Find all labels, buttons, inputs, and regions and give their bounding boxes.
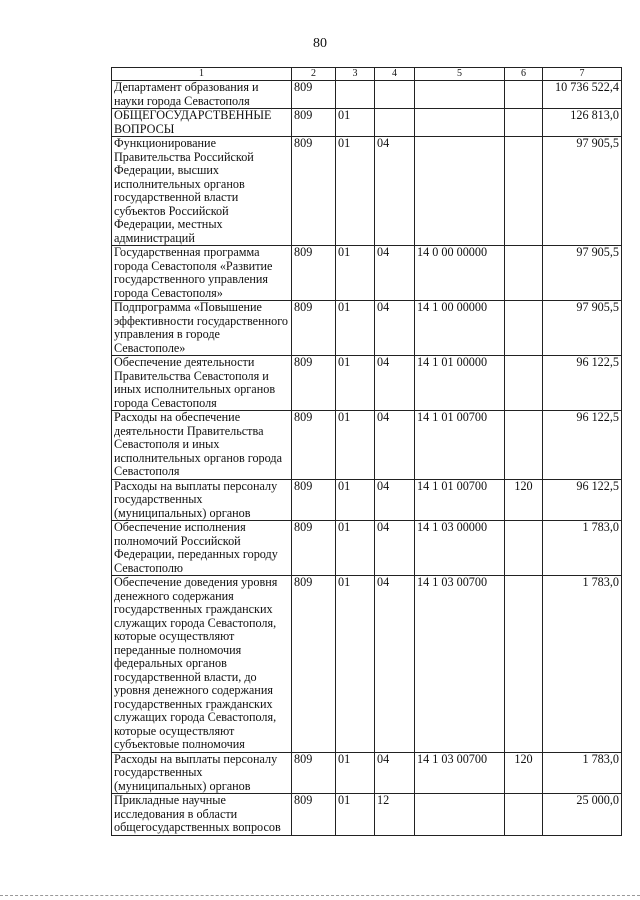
subsection-code-cell: 12: [375, 794, 415, 836]
row-name-cell: Прикладные научные исследования в области общегосударственных вопросов: [112, 794, 292, 836]
amount-cell: 126 813,0: [543, 109, 622, 137]
department-code-cell: 809: [292, 301, 336, 356]
subsection-code-cell: 04: [375, 479, 415, 521]
amount-cell: 97 905,5: [543, 301, 622, 356]
department-code-cell: 809: [292, 752, 336, 794]
row-name-cell: Обеспечение доведения уровня денежного содержания государственных гражданских служащих города Севастополя, которые осуществляют переданные полномочия федеральных органов государственной власти, до уровня денежного содержания государственных гражданских служащих города Севастополя, которые осуществляют субъектовые полномочия: [112, 576, 292, 753]
table-row: [112, 301, 622, 356]
section-code-cell: 01: [336, 109, 375, 137]
department-code-cell: 809: [292, 356, 336, 411]
expense-type-cell: [505, 137, 543, 246]
column-header: 3: [336, 68, 375, 81]
row-name-cell: Расходы на выплаты персоналу государственных (муниципальных) органов: [112, 752, 292, 794]
department-code-cell: 809: [292, 137, 336, 246]
subsection-code-cell: 04: [375, 752, 415, 794]
program-code-cell: [415, 81, 505, 109]
amount-cell: 97 905,5: [543, 246, 622, 301]
section-code-cell: 01: [336, 752, 375, 794]
amount-cell: 96 122,5: [543, 479, 622, 521]
page-edge-divider: [0, 895, 640, 896]
expense-type-cell: [505, 521, 543, 576]
program-code-cell: 14 1 00 00000: [415, 301, 505, 356]
program-code-cell: [415, 794, 505, 836]
expense-type-cell: [505, 356, 543, 411]
amount-cell: 10 736 522,4: [543, 81, 622, 109]
table-row: [112, 576, 622, 753]
table-body: [112, 81, 622, 836]
expense-type-cell: [505, 109, 543, 137]
page-number: 80: [313, 36, 327, 51]
subsection-code-cell: 04: [375, 521, 415, 576]
row-name-cell: Департамент образования и науки города Севастополя: [112, 81, 292, 109]
row-name-cell: Обеспечение деятельности Правительства Севастополя и иных исполнительных органов города Севастополя: [112, 356, 292, 411]
table-row: [112, 109, 622, 137]
expense-type-cell: [505, 794, 543, 836]
table-row: [112, 81, 622, 109]
subsection-code-cell: 04: [375, 246, 415, 301]
row-name-cell: Расходы на выплаты персоналу государственных (муниципальных) органов: [112, 479, 292, 521]
subsection-code-cell: [375, 109, 415, 137]
table-row: [112, 411, 622, 480]
department-code-cell: 809: [292, 521, 336, 576]
amount-cell: 25 000,0: [543, 794, 622, 836]
table-row: [112, 356, 622, 411]
column-header: 7: [543, 68, 622, 81]
department-code-cell: 809: [292, 794, 336, 836]
expense-type-cell: [505, 411, 543, 480]
program-code-cell: [415, 109, 505, 137]
department-code-cell: 809: [292, 411, 336, 480]
department-code-cell: 809: [292, 109, 336, 137]
amount-cell: 1 783,0: [543, 752, 622, 794]
column-header: 6: [505, 68, 543, 81]
program-code-cell: 14 1 01 00000: [415, 356, 505, 411]
row-name-cell: Расходы на обеспечение деятельности Правительства Севастополя и иных исполнительных органов города Севастополя: [112, 411, 292, 480]
table-row: [112, 794, 622, 836]
department-code-cell: 809: [292, 81, 336, 109]
column-header: 5: [415, 68, 505, 81]
section-code-cell: [336, 81, 375, 109]
expense-type-cell: 120: [505, 479, 543, 521]
table-row: [112, 752, 622, 794]
expense-type-cell: [505, 81, 543, 109]
table-row: [112, 246, 622, 301]
table-row: [112, 521, 622, 576]
row-name-cell: Государственная программа города Севастополя «Развитие государственного управления города Севастополя»: [112, 246, 292, 301]
table-row: [112, 137, 622, 246]
program-code-cell: [415, 137, 505, 246]
section-code-cell: 01: [336, 246, 375, 301]
expense-type-cell: [505, 576, 543, 753]
section-code-cell: 01: [336, 301, 375, 356]
row-name-cell: Функционирование Правительства Российской Федерации, высших исполнительных органов государственной власти субъектов Российской Федерации, местных администраций: [112, 137, 292, 246]
section-code-cell: 01: [336, 137, 375, 246]
program-code-cell: 14 1 03 00700: [415, 576, 505, 753]
table-row: [112, 479, 622, 521]
expense-type-cell: [505, 301, 543, 356]
section-code-cell: 01: [336, 356, 375, 411]
program-code-cell: 14 0 00 00000: [415, 246, 505, 301]
amount-cell: 96 122,5: [543, 356, 622, 411]
header-row: [112, 68, 622, 81]
column-header: 1: [112, 68, 292, 81]
expense-type-cell: 120: [505, 752, 543, 794]
department-code-cell: 809: [292, 479, 336, 521]
subsection-code-cell: [375, 81, 415, 109]
expense-type-cell: [505, 246, 543, 301]
subsection-code-cell: 04: [375, 411, 415, 480]
subsection-code-cell: 04: [375, 576, 415, 753]
row-name-cell: ОБЩЕГОСУДАРСТВЕННЫЕ ВОПРОСЫ: [112, 109, 292, 137]
section-code-cell: 01: [336, 576, 375, 753]
program-code-cell: 14 1 01 00700: [415, 479, 505, 521]
section-code-cell: 01: [336, 479, 375, 521]
amount-cell: 1 783,0: [543, 521, 622, 576]
subsection-code-cell: 04: [375, 137, 415, 246]
amount-cell: 1 783,0: [543, 576, 622, 753]
subsection-code-cell: 04: [375, 356, 415, 411]
section-code-cell: 01: [336, 794, 375, 836]
department-code-cell: 809: [292, 576, 336, 753]
amount-cell: 96 122,5: [543, 411, 622, 480]
amount-cell: 97 905,5: [543, 137, 622, 246]
row-name-cell: Обеспечение исполнения полномочий Российской Федерации, переданных городу Севастополю: [112, 521, 292, 576]
department-code-cell: 809: [292, 246, 336, 301]
program-code-cell: 14 1 03 00000: [415, 521, 505, 576]
section-code-cell: 01: [336, 521, 375, 576]
column-header: 2: [292, 68, 336, 81]
program-code-cell: 14 1 01 00700: [415, 411, 505, 480]
section-code-cell: 01: [336, 411, 375, 480]
program-code-cell: 14 1 03 00700: [415, 752, 505, 794]
row-name-cell: Подпрограмма «Повышение эффективности государственного управления в городе Севастополе»: [112, 301, 292, 356]
subsection-code-cell: 04: [375, 301, 415, 356]
column-header: 4: [375, 68, 415, 81]
budget-table: [111, 67, 622, 836]
